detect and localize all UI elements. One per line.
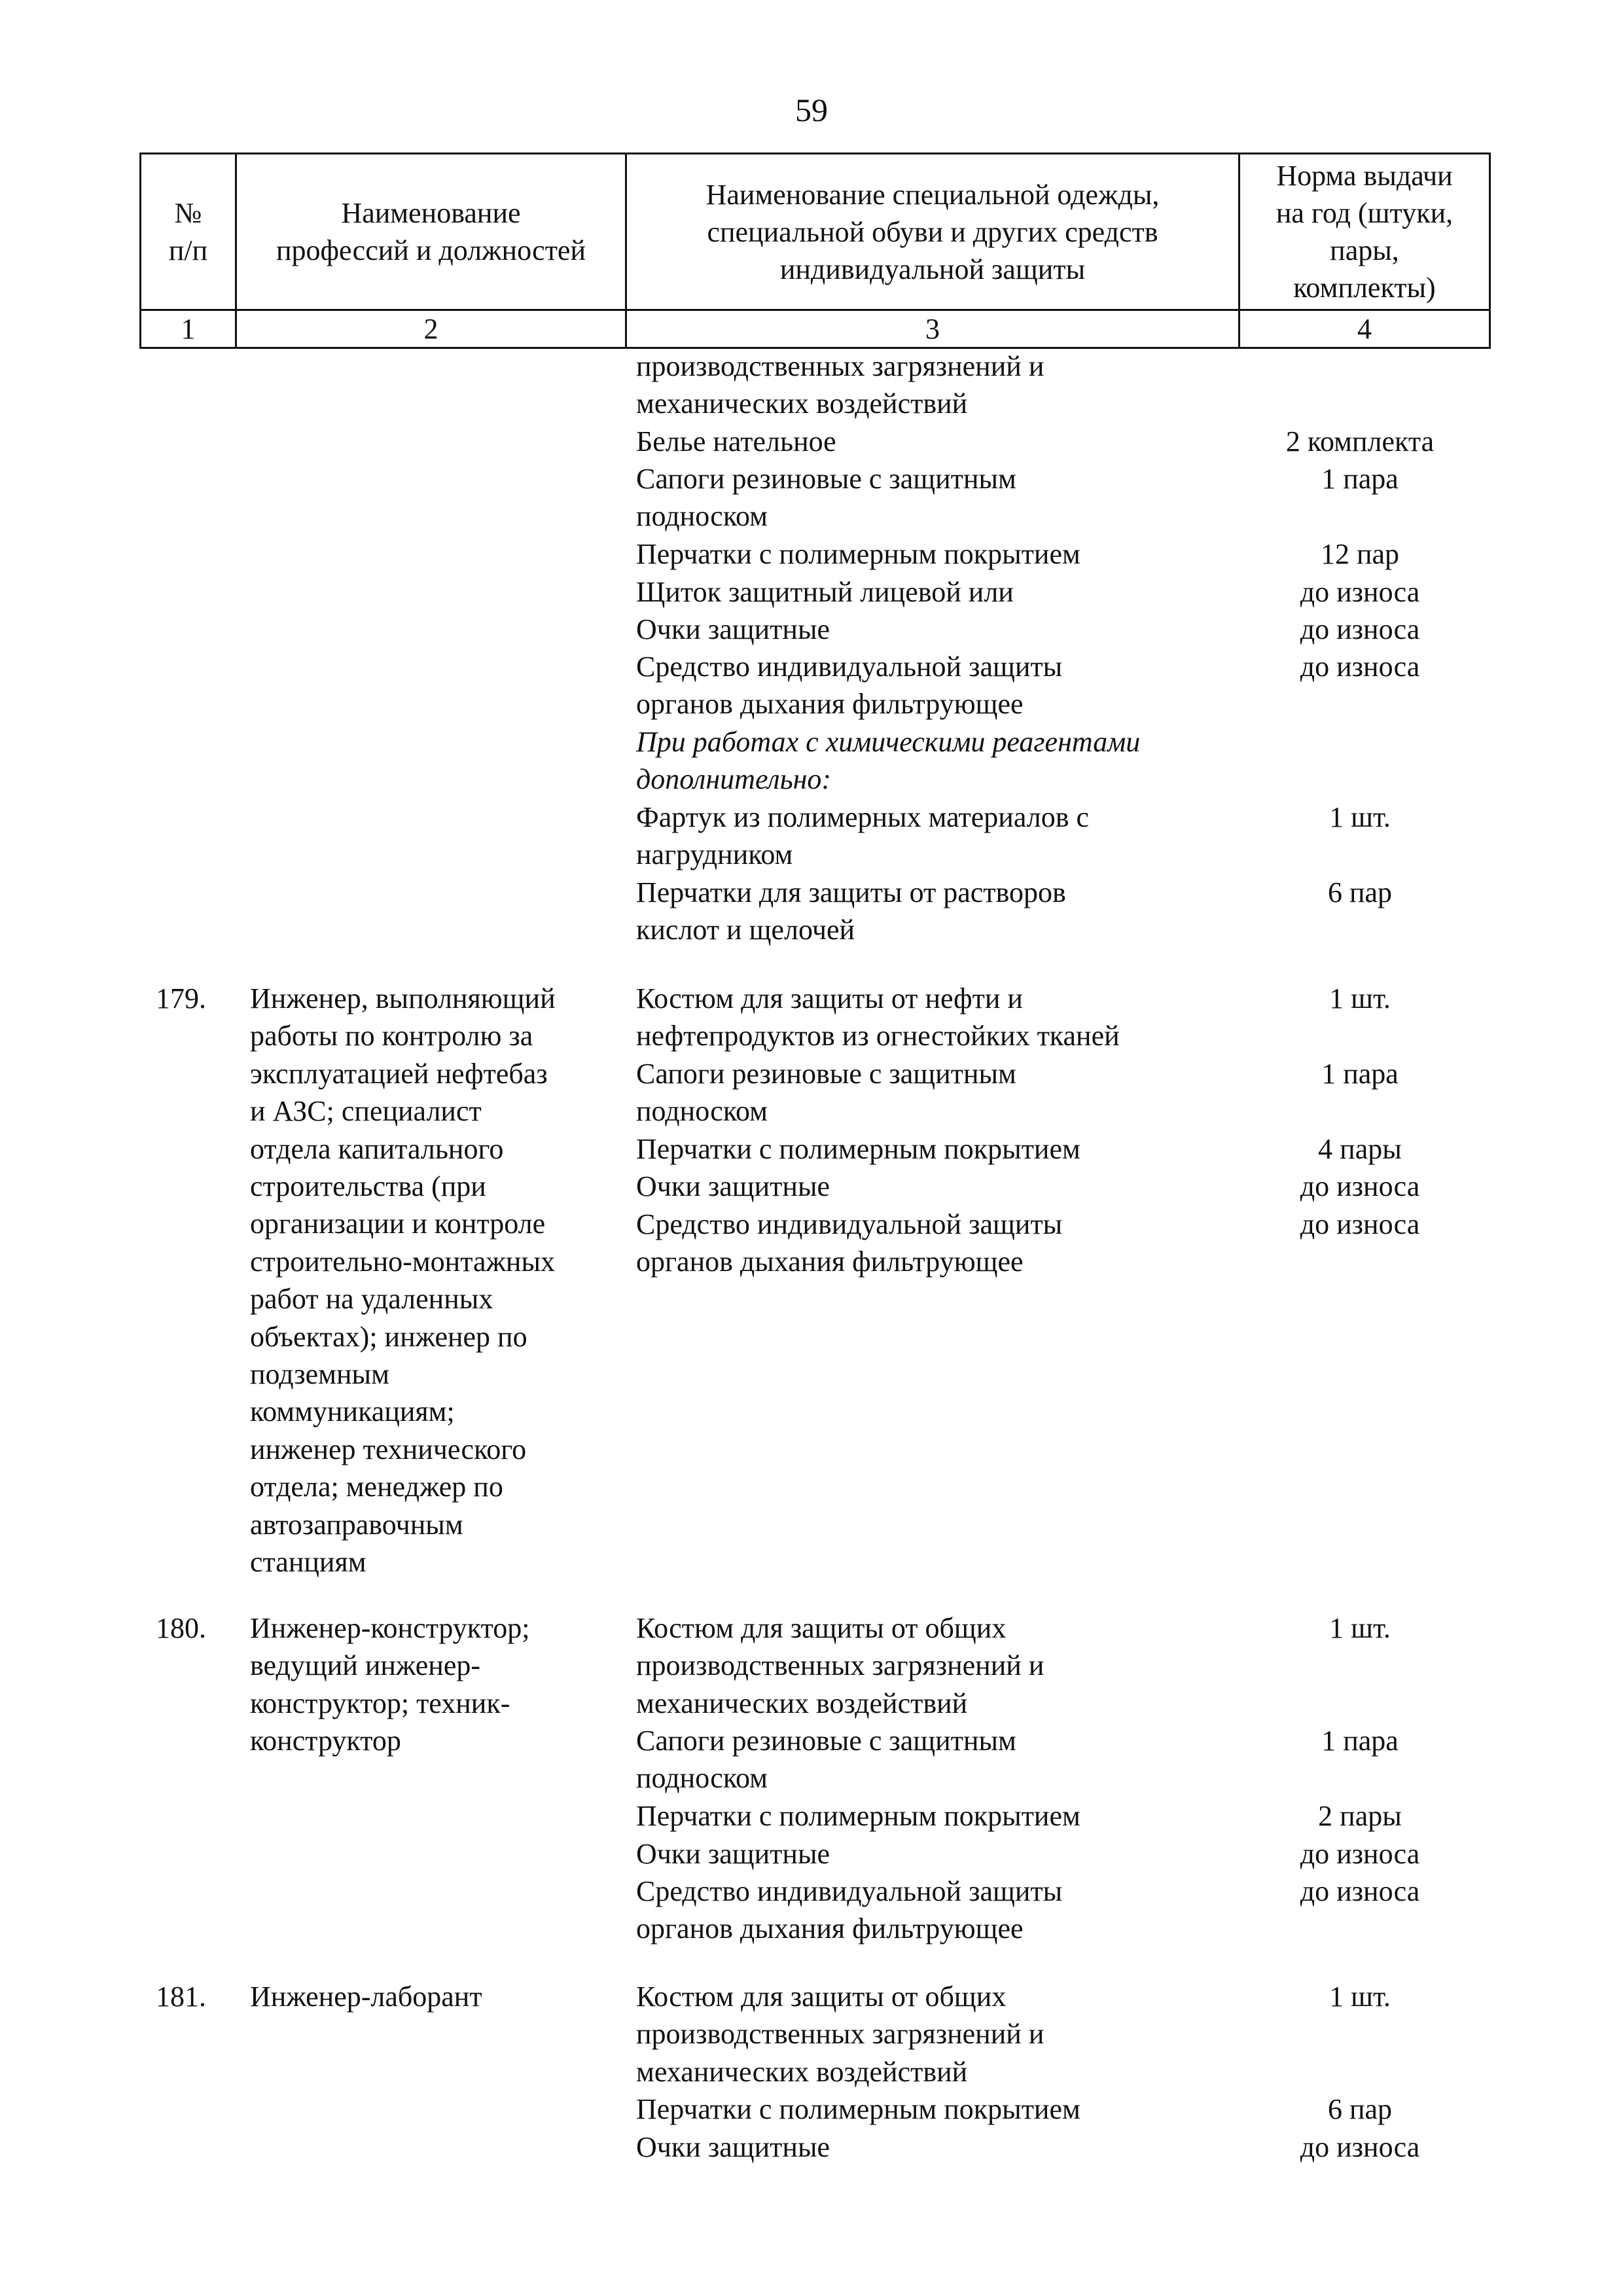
item-name: Очки защитные (636, 1838, 830, 1870)
item-quantity: до износа (1300, 613, 1420, 645)
item-quantity: 4 пары (1318, 1133, 1402, 1165)
header-numbers-row (141, 310, 1490, 348)
header-number-2: 2 (236, 310, 626, 348)
row-number: 180. (156, 1612, 206, 1644)
item-quantity: до износа (1300, 1170, 1420, 1202)
item-name: Белье нательное (636, 425, 836, 457)
item-quantity: 1 пара (1321, 463, 1399, 495)
item-name: производственных загрязнений и механических воздействий (636, 350, 1044, 420)
item-name: Очки защитные (636, 613, 830, 645)
item-name: Сапоги резиновые с защитным подноском (636, 463, 1016, 533)
header-number-4: 4 (1240, 310, 1490, 348)
item-quantity: 2 комплекта (1285, 425, 1435, 457)
item-name: Фартук из полимерных материалов с нагрудником (636, 801, 1090, 871)
item-quantity: 1 пара (1321, 1725, 1399, 1757)
item-quantity: 2 пары (1318, 1800, 1402, 1832)
section-note: При работах с химическими реагентами дополнительно: (636, 726, 1141, 796)
item-name: Перчатки с полимерным покрытием (636, 2093, 1080, 2125)
item-quantity: 1 шт. (1329, 1612, 1391, 1644)
item-name: Средство индивидуальной защиты органов дыхания фильтрующее (636, 1208, 1063, 1278)
header-number-3: 3 (626, 310, 1240, 348)
item-quantity: 1 шт. (1329, 1981, 1391, 2013)
row-number: 181. (156, 1981, 206, 2013)
item-name: Сапоги резиновые с защитным подноском (636, 1058, 1016, 1128)
item-quantity: 1 шт. (1329, 982, 1391, 1014)
item-name: Костюм для защиты от общих производственных загрязнений и механических воздействий (636, 1612, 1044, 1719)
item-name: Перчатки с полимерным покрытием (636, 1133, 1080, 1165)
profession-name: Инженер-конструктор; ведущий инженер- конструктор; техник- конструктор (250, 1612, 530, 1757)
row-number: 179. (156, 982, 206, 1014)
item-name: Средство индивидуальной защиты органов дыхания фильтрующее (636, 651, 1063, 721)
item-name: Очки защитные (636, 1170, 830, 1202)
table-header (139, 152, 1491, 349)
item-quantity: 1 шт. (1329, 801, 1391, 833)
item-name: Перчатки для защиты от растворов кислот и щелочей (636, 876, 1066, 946)
item-name: Щиток защитный лицевой или (636, 576, 1014, 608)
item-quantity: до износа (1300, 1208, 1420, 1240)
header-col-number: № п/п (141, 154, 236, 310)
item-quantity: 1 пара (1321, 1058, 1399, 1090)
item-quantity: до износа (1300, 1875, 1420, 1907)
header-col-protective-items: Наименование специальной одежды, специальной обуви и других средств индивидуальной защиты (626, 154, 1240, 310)
item-name: Костюм для защиты от нефти и нефтепродуктов из огнестойких тканей (636, 982, 1120, 1052)
item-quantity: до износа (1300, 2131, 1420, 2163)
item-quantity: 12 пар (1320, 538, 1400, 570)
item-quantity: 6 пар (1327, 876, 1393, 908)
item-name: Костюм для защиты от общих производственных загрязнений и механических воздействий (636, 1981, 1044, 2088)
item-name: Сапоги резиновые с защитным подноском (636, 1725, 1016, 1795)
item-name: Перчатки с полимерным покрытием (636, 1800, 1080, 1832)
profession-name: Инженер-лаборант (250, 1981, 482, 2013)
item-name: Средство индивидуальной защиты органов дыхания фильтрующее (636, 1875, 1063, 1945)
item-quantity: до износа (1300, 651, 1420, 683)
page-number: 59 (795, 92, 828, 128)
header-titles-row (141, 154, 1490, 310)
item-quantity: до износа (1300, 576, 1420, 608)
header-number-1: 1 (141, 310, 236, 348)
item-name: Очки защитные (636, 2131, 830, 2163)
item-name: Перчатки с полимерным покрытием (636, 538, 1080, 570)
header-col-profession: Наименование профессий и должностей (236, 154, 626, 310)
header-col-annual-norm: Норма выдачи на год (штуки, пары, комплекты) (1240, 154, 1490, 310)
item-quantity: до износа (1300, 1838, 1420, 1870)
profession-name: Инженер, выполняющий работы по контролю за эксплуатацией нефтебаз и АЗС; специалист отдела капитального строительства (при организации и контроле строительно-монтажных работ на удаленных объектах); инженер по подземным коммуникациям; инженер технического отдела; менеджер по автозаправочным станциям (250, 982, 556, 1579)
item-quantity: 6 пар (1327, 2093, 1393, 2125)
